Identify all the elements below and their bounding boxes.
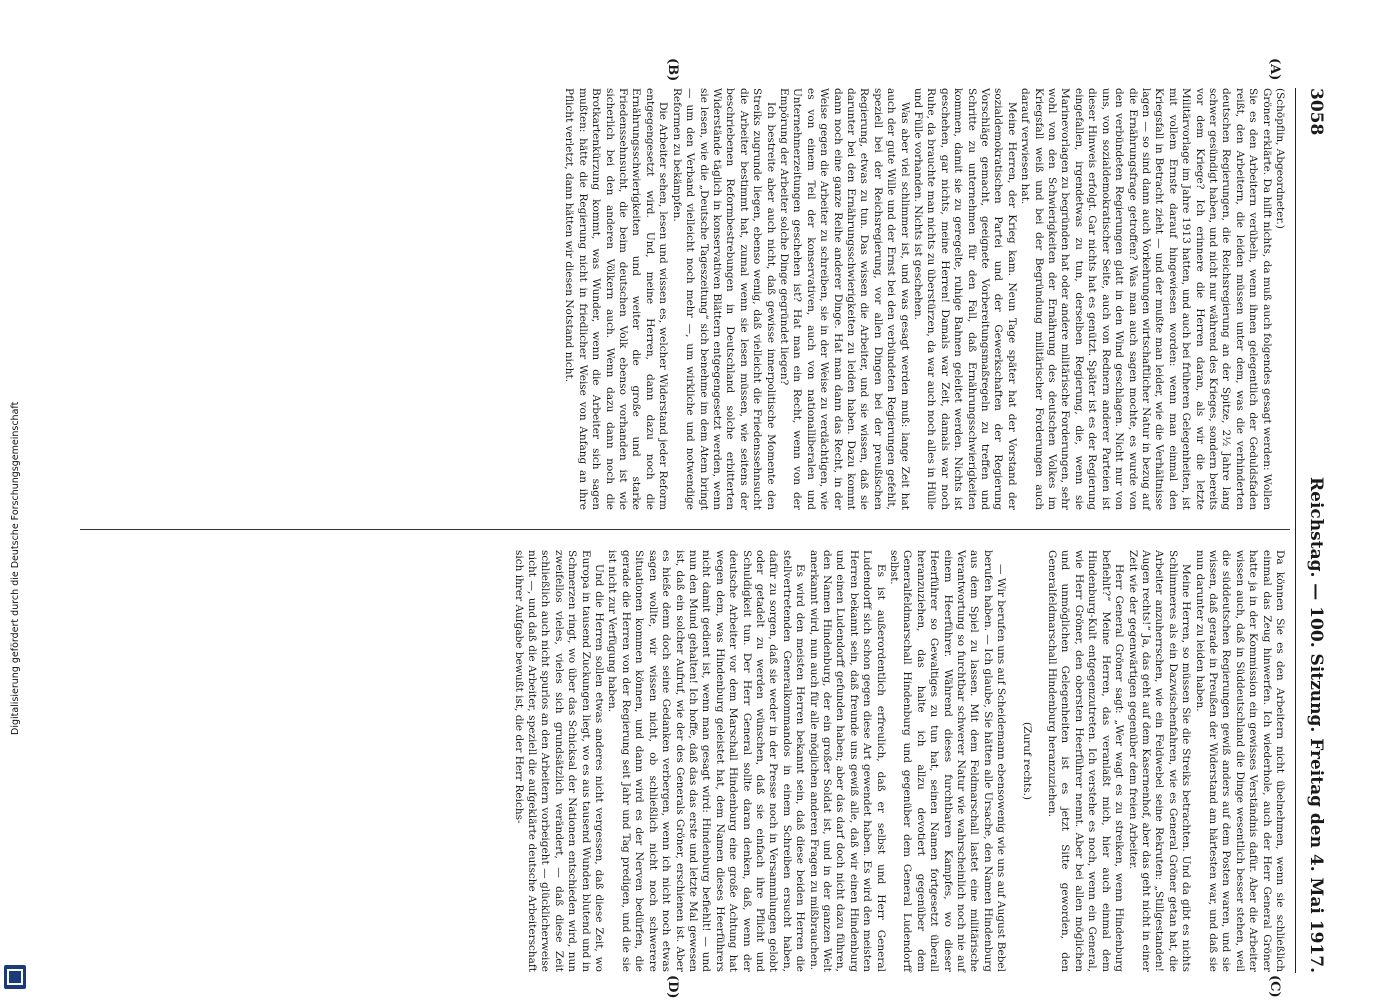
paragraph: Gröner erklärte. Da hilft nichts, da muß auch folgendes gesagt werden: Wollen Sie es den Arbeitern verübeln, wenn ihnen gelegentlich der Geduldsfaden reißt, den Arbeitern, die leiden müssen unter dem, was die verhinderten deutschen Regierungen, die Reichsregierung an der Spitze, 2½ Jahre lang schwer gesündigt haben, und nicht nur während des Krieges, sondern bereits vor dem Kriege? Ich erinnere die Herren daran, als wir die letzte Militärvorlage im Jahre 1913 hatten, und auch bei früheren Gelegenheiten, ist mit vollem Ernste darauf hingewiesen worden: wenn man einmal den Kriegsfall in Betracht zieht — und der mußte man leider, wie die Verhältnisse lagen — so sind dann auch Vorkehrungen wirtschaftlicher Natur in bezug auf die Ernährungsfrage getroffen? Was man auch sagen mochte, es wurde von den verbündeten Regierungen glatt in den Wind geschlagen. Nicht nur von uns, von sozialdemokratischer Seite, auch von Rednern anderer Parteien ist dieser Hinweis erfolgt. Gar nichts hat es genützt. Später ist es der Regierung eingefallen, irgendetwas zu tun, derselben Regierung, die, wenn sie Marinevorlagen zu begründen hat oder andere militärische Forderungen, sehr wohl von den Schwierigkeiten der Ernährung des deutschen Volkes im Kriegsfall weiß und bei der Begründung militärischer Forderungen auch darauf verwiesen hat. <box>1019 88 1273 510</box>
paragraph: Meine Herren, der Krieg kam. Neun Tage später hat der Vorstand der sozialdemokratischen Partei und der Gewerkschaften der Regierung Vorschläge gemacht, geeignete Vorbereitungsmaßregeln zu treffen und Schritte zu unternehmen für den Fall, daß Ernährungsschwierigkeiten kommen, damit sie zu geregelte, ruhige Bahnen geleitet werden. Nichts ist geschehen, gar nichts, meine Herren! Damals war Zeit, damals war noch Ruhe, da brauchte man nichts zu überstürzen, da war auch noch alles in Hülle und Fülle vorhanden. Nichts ist geschehen. <box>912 88 1018 510</box>
speaker-label: (Schöpflin, Abgeordneter.) <box>1274 88 1286 229</box>
margin-marker-c: (C) <box>1267 975 1282 998</box>
paragraph: Es ist außerordentlich erfreulich, daß er selbst und Herr General Ludendorff sich schon gegen diese Art gewendet haben. Es wird den meisten Herren bekannt sein, daß freunde uns gewiß alle, daß wir einen Hindenburg und einen Ludendorff gefunden haben; aber das darf doch nicht dazu führen, den Namen Hindenburg, der ein großer Soldat ist, und in der ganzen Welt anerkannt wird, nun auch für alle möglichen anderen Fragen zu mißbrauchen. <box>807 550 887 972</box>
paragraph: Ich bestreite aber auch nicht, daß gewisse innerpolitische Momente den Streiks zugrunde liegen, ebenso wenig, daß vielleicht die Friedenssehnsucht die Arbeiter bestimmt hat, zumal wenn sie lesen müssen, wie seitens der beschriebenen Reformbestrebungen in Deutschland solche erbitterten Widerstände täglich in konservativen Blättern entgegengesetzt werden, wenn sie lesen, wie die „Deutsche Tageszeitung“ sich benehme im dem Atem bringt — um den Verband vielleicht noch mehr —, um wirkliche und notwendige Reformen zu bekämpfen. <box>670 88 777 510</box>
margin-marker-a: (A) <box>1267 58 1282 81</box>
running-title: Reichstag. — 100. Sitzung. Freitag den 4. Mai 1917. <box>1306 477 1326 973</box>
paragraph: Und die Herren sollen etwas anderes nicht vergessen, daß diese Zeit, wo Europa in tausend Zuckungen liegt, wo es aus tausend Wunden blutend und in Schmerzen ringt, wo über das Schicksal der Nationen entschieden wird, nun zweifellos vieles, vieles sich grundsätzlich verändert, — daß diese Zeit schließlich auch nicht spurlos an den Arbeitern vorbeigeht — glücklicherweise nicht —, und daß die Arbeiter, speziell die aufgeklärte deutsche Arbeiterschaft sich ihrer Aufgabe bewußt ist, die der Herr Reichs- <box>512 550 606 972</box>
dfg-logo-icon[interactable] <box>4 965 26 989</box>
page-header <box>1295 88 1330 973</box>
digitization-note: Digitalisierung gefördert durch die Deutsche Forschungsgemeinschaft <box>10 401 21 735</box>
interjection: (Zuruf rechts.) <box>1020 721 1033 801</box>
paragraph: Die Arbeiter sehen, lesen und wissen es, welcher Widerstand jeder Reform entgegengesetzt wird. Und, meine Herren, dann dazu noch die Ernährungsschwierigkeiten und weiter die große und starke Friedenssehnsucht, die beim deutschen Volk ebenso vorhanden ist wie sicherlich bei den anderen Völkern auch. Wenn dazu dann noch die Brotkartenkürzung kommt, was Wunder, wenn die Arbeiter sich sagen mußten: hätte die Regierung nicht in friedlicher Weise von Anfang an ihre Pflicht verletzt, dann hätten wir diesen Notstand nicht. <box>563 88 670 510</box>
margin-marker-b: (B) <box>665 58 680 82</box>
column-divider <box>80 529 1290 530</box>
paragraph: Es wird den meisten Herren bekannt sein, daß diese beiden Herren die stellvertretenden Generalkommandos in einem Schreiben ersucht haben, dafür zu sorgen, daß sie weder in der Presse noch in Versammlungen gelobt oder getadelt zu werden wünschen, daß sie einfach ihre Pflicht und Schuldigkeit tun. Der Herr General sollte daran denken, daß, wenn der deutsche Arbeiter vor dem Marschall Hindenburg eine große Achtung hat wegen dem, was Hindenburg geleistet hat, dem Namen dieses Heerführers nicht damit gedient ist, wenn man gesagt wird: Hindenburg befiehlt! — und nun den Mund gehalten! Ich hoffe, daß das das erste und letzte Mal gewesen ist, daß ein solcher Aufruf, wie der des Generals Gröner, erschienen ist. Aber es hieße denn doch seine Gedanken verbergen, wenn ich nicht noch etwas sagen wollte, wir wissen nicht, ob schließlich nicht noch schwerere Situationen kommen können, und dann wird es der Nerven bedürfen, die gerade die Herren von der Regierung seit Jahr und Tag predigen, und die sie ist nicht zur Verfügung haben. <box>606 550 807 972</box>
right-column <box>511 550 1286 972</box>
margin-marker-d: (D) <box>665 975 680 999</box>
paragraph: Was aber viel schlimmer ist, und was gesagt werden muß: lange Zeit hat auch der gute Wille und der Ernst bei den verbündeten Regierungen gefehlt, speziell bei der Reichsregierung, vor allen Dingen bei der preußischen Regierung, etwas zu tun. Das wissen die Arbeiter, und sie wissen, daß sie darunter bei den Ernährungsschwierigkeiten zu leiden haben. Dazu kommt dann noch eine ganze Reihe anderer Dinge. Hat man dann das Recht, in der Weise gegen die Arbeiter zu schreiben, sie in der Weise zu verdächtigen, wie es von einem Teil der konservativen, auch von nationalliberalen und Unternehmerzeitungen geschehen ist? Hat man ein Recht, wenn von der Empörung der Arbeiter solche Dinge gegründet liegen? <box>777 88 911 510</box>
scanned-page <box>75 58 1330 999</box>
paragraph: Herr General Gröner sagt: „Wer wagt es zu streiken, wenn Hindenburg befiehlt?“ Meine Herren, das veranlaßt mich, hier auch einmal dem Hindenburg-Kult entgegenzutreten. Ich verstehe es noch, wenn ein General, wie Herr Gröner, den obersten Heerführer nennt. Aber bei allen möglichen und unmöglichen Gelegenheiten ist es jetzt Sitte geworden, den Generalfeldmarschall Hindenburg heranzuziehen. <box>1046 550 1126 972</box>
left-column <box>562 88 1286 510</box>
paragraph: Meine Herren, so müssen Sie die Streiks betrachten. Und da gibt es nichts Schlimmeres als ein Dazwischenfahren, wie es General Gröner getan hat, die Arbeiter anzuherrschen, wie ein Feldwebel seine Rekruten: „Stillgestanden! Augen rechts!“ Ja, das geht auf dem Kasernenhof, aber das geht nicht in einer Zeit wie der gegenwärtigen gegenüber dem freien Arbeiter. <box>1126 550 1193 972</box>
paragraph: — Wir berufen uns auf Scheidemann ebensowenig wie uns auf August Bebel berufen haben. — Ich glaube, Sie hätten alle Ursache, den Namen Hindenburg aus dem Spiel zu lassen. Mit dem Feldmarschall lastet eine militärische Verantwortung so furchtbar schwerer Natur wie wahrscheinlich noch nie auf einem Heerführer. Während dieses furchtbaren Kampfes, wo dieser Heerführer so Gewaltiges zu tun hat, seinen Namen fortgesetzt überall heranzuziehen, das halte ich allzu devotiert gegenüber dem Generalfeldmarschall Hindenburg und gegenüber dem General Ludendorff selbst. <box>888 550 1008 972</box>
paragraph: Da können Sie es den Arbeitern nicht übelnehmen, wenn sie schließlich einmal das Zeug hinwerfen. Ich wiederhole, auch der Herr General Gröner hatte ja in der Kommission ein gewisses Verständnis dafür. Aber die Arbeiter wissen auch, daß in Süddeutschland die Dinge wesentlich besser stehen, weil die süddeutschen Regierungen gewiß anders auf dem Posten waren, und sie wissen, daß gerade in Preußen der Widerstand am härtesten war, und daß sie nun darunter zu leiden haben. <box>1193 550 1286 972</box>
page-number: 3058 <box>1306 88 1326 136</box>
